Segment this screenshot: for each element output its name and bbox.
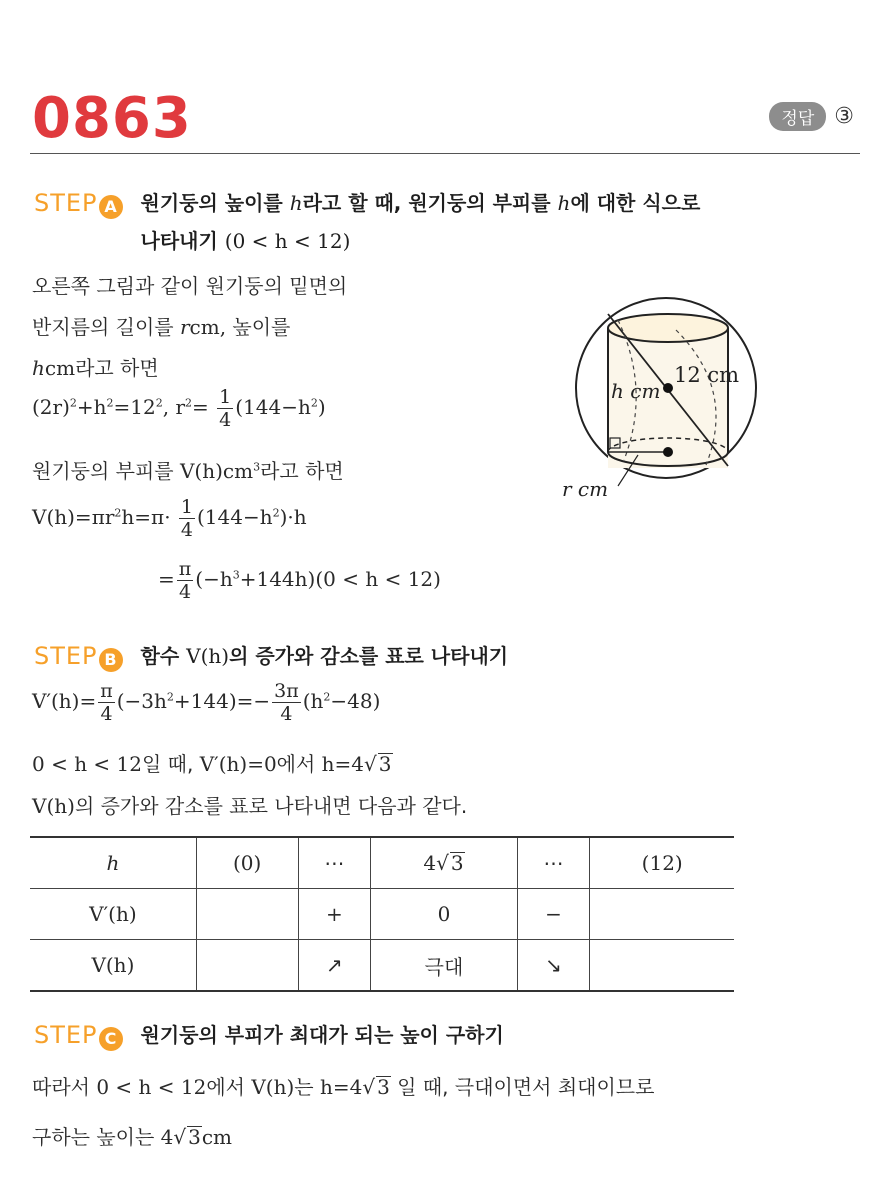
- step-a-equation-1: $(2r)^2+h^2=12^2$, $r^2=$ $\frac{1}{4}$ $(144-h^2)$: [32, 386, 326, 431]
- table-cell: 0: [371, 889, 517, 940]
- step-c-title: 원기둥의 부피가 최대가 되는 높이 구하기: [140, 1023, 504, 1047]
- table-cell: 극대: [371, 940, 517, 992]
- step-c-line-1: 따라서 0 < h < 12에서 V(h)는 h=4√ 3 일 때, 극대이면서 최대이므로: [32, 1075, 655, 1099]
- step-c-heading: [34, 1016, 504, 1057]
- step-a-line-5: 원기둥의 부피를 $V(h)cm^3$라고 하면: [32, 459, 344, 483]
- table-row-function: [30, 940, 734, 992]
- step-b-title: 함수 V(h)의 증가와 감소를 표로 나타내기: [140, 644, 509, 668]
- table-cell: +: [298, 889, 371, 940]
- table-cell: −: [517, 889, 590, 940]
- table-cell-critical: 4√ 3: [371, 837, 517, 889]
- table-cell: [590, 889, 734, 940]
- increase-arrow-icon: ↗: [298, 940, 371, 992]
- answer-badge: 정답: [769, 102, 826, 131]
- answer-value: ③: [834, 104, 854, 129]
- step-b-line-2: 0 < h < 12일 때, V′(h)=0에서 h=4√ 3: [32, 752, 392, 776]
- step-a-heading: [34, 184, 700, 260]
- cylinder-in-sphere-figure: [556, 290, 786, 500]
- increase-decrease-table: [30, 836, 734, 992]
- step-a-line-1: 오른쪽 그림과 같이 원기둥의 밑면의: [32, 274, 348, 298]
- step-a-title: 원기둥의 높이를 h라고 할 때, 원기둥의 부피를 h에 대한 식으로 나타내기 (0 < h < 12): [140, 191, 701, 253]
- step-a-equation-3: = $\frac{\pi}{4}$ $(-h^3+144h)(0 < h < 12)$: [158, 558, 441, 603]
- table-cell: (0): [196, 837, 298, 889]
- table-cell: ⋯: [298, 837, 371, 889]
- label-height: h cm: [611, 379, 661, 403]
- step-a-circle: A: [99, 195, 123, 219]
- table-row-derivative: [30, 889, 734, 940]
- step-b-equation-1: V′(h)= $\frac{\pi}{4}$ $(-3h^2+144)=-$ $\frac{3\pi}{4}$ $(h^2-48)$: [32, 680, 381, 725]
- table-cell: V(h): [30, 940, 196, 992]
- step-a-label: STEP: [34, 189, 98, 217]
- table-cell: V′(h): [30, 889, 196, 940]
- table-cell: [196, 889, 298, 940]
- header-divider: [30, 153, 860, 154]
- step-b-heading: [34, 637, 508, 678]
- step-b-line-3: V(h)의 증가와 감소를 표로 나타내면 다음과 같다.: [32, 794, 468, 818]
- table-cell: [590, 940, 734, 992]
- label-radius: r cm: [562, 477, 609, 500]
- table-cell: (12): [590, 837, 734, 889]
- table-cell: ⋯: [517, 837, 590, 889]
- step-c-label: STEP: [34, 1021, 98, 1049]
- label-diagonal: 12 cm: [674, 363, 740, 387]
- step-a-equation-2: $V(h)=\pi r^2h=\pi\cdot$ $\frac{1}{4}$ $(144-h^2)\cdot h$: [32, 496, 307, 541]
- table-cell: h: [30, 837, 196, 889]
- step-a-line-3: hcm라고 하면: [32, 356, 159, 380]
- table-row-h: [30, 837, 734, 889]
- step-c-line-2: 구하는 높이는 4√ 3cm: [32, 1125, 233, 1149]
- step-b-label: STEP: [34, 642, 98, 670]
- problem-number: 0863: [32, 86, 192, 151]
- step-c-circle: C: [99, 1027, 123, 1051]
- step-a-line-2: 반지름의 길이를 rcm, 높이를: [32, 315, 291, 339]
- table-cell: [196, 940, 298, 992]
- decrease-arrow-icon: ↘: [517, 940, 590, 992]
- answer: [769, 102, 854, 131]
- step-b-circle: B: [99, 648, 123, 672]
